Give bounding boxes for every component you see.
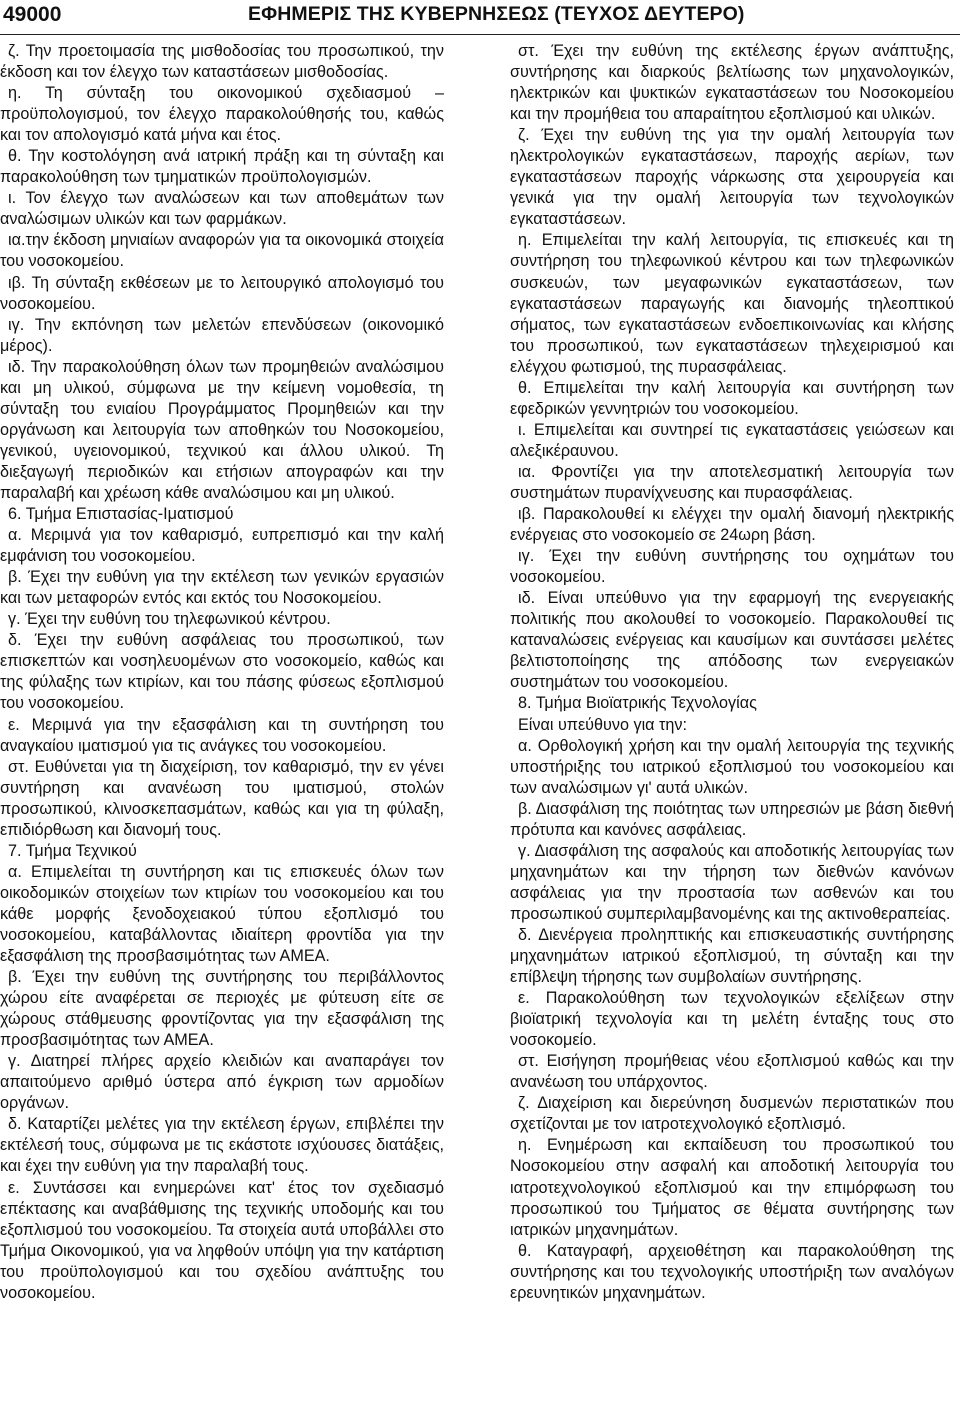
paragraph: ιγ. Την εκπόνηση των μελετών επενδύσεων (οικονομικό μέρος). — [0, 315, 444, 355]
page-number: 49000 — [3, 3, 62, 26]
paragraph: στ. Ευθύνεται για τη διαχείριση, τον καθαρισμό, την εν γένει συντήρηση και ανανέωση του ιματισμού, στολών προσωπικού, κλινοσκεπασμάτων, καθώς και για τη φύλαξη, επιδιόρθωση και διανομή τους. — [0, 757, 444, 839]
paragraph: ιβ. Παρακολουθεί κι ελέγχει την ομαλή διανομή ηλεκτρικής ενέργειας στο νοσοκομείο σε 24ωρη βάση. — [510, 505, 954, 545]
paragraph: η. Ενημέρωση και εκπαίδευση του προσωπικού του Νοσοκομείου στην ασφαλή και αποδοτική λειτουργία του ιατροτεχνολογικού εξοπλισμού και την επιμόρφωση του προσωπικού του Τμήματος σε θέματα συντήρησης των ιατρικών μηχανημάτων. — [510, 1136, 954, 1239]
paragraph: θ. Την κοστολόγηση ανά ιατρική πράξη και τη σύνταξη και παρακολούθηση των τμηματικών προϋπολογισμών. — [0, 147, 444, 187]
paragraph: ιβ. Τη σύνταξη εκθέσεων με το λειτουργικό απολογισμό του νοσοκομείου. — [0, 273, 444, 313]
paragraph: ε. Παρακολούθηση των τεχνολογικών εξελίξεων στην βιοϊατρική τεχνολογία και τη μελέτη ένταξης τους στο νοσοκομείο. — [510, 989, 954, 1050]
paragraph: ζ. Διαχείριση και διερεύνηση δυσμενών περιστατικών που σχετίζονται με τον ιατροτεχνολογικό εξοπλισμό. — [510, 1094, 954, 1134]
paragraph: ι. Επιμελείται και συντηρεί τις εγκαταστάσεις γειώσεων και αλεξικέραυνου. — [510, 420, 954, 460]
paragraph: Είναι υπεύθυνο για την: — [518, 715, 688, 734]
left-column — [0, 41, 444, 1304]
paragraph: ιδ. Είναι υπεύθυνο για την εφαρμογή της ενεργειακής πολιτικής που ακολουθεί το νοσοκομείο. Παρακολουθεί τις καταναλώσεις ενέργειας και καυσίμων και συντάσσει μελέτες βελτιστοποίησης της απόδοσης των ενεργειακών συστημάτων του νοσοκομείου. — [510, 589, 954, 692]
paragraph: γ. Έχει την ευθύνη του τηλεφωνικού κέντρου. — [8, 610, 331, 629]
paragraph: α. Επιμελείται τη συντήρηση και τις επισκευές όλων των οικοδομικών στοιχείων των κτιρίων του νοσοκομείου και του κάθε μορφής ξενοδοχειακού τύπου εξοπλισμό του νοσοκομείου, καταβάλλοντας ιδιαίτερη φροντίδα για την εξασφάλιση της προσβασιμότητας των ΑΜΕΑ. — [0, 862, 444, 966]
paragraph: α. Ορθολογική χρήση και την ομαλή λειτουργία της τεχνικής υποστήριξης του ιατρικού εξοπλισμού του νοσοκομείου και των αναλώσιμων γι' αυτά υλικών. — [510, 736, 954, 797]
paragraph: η. Επιμελείται την καλή λειτουργία, τις επισκευές και τη συντήρηση του τηλεφωνικού κέντρου και των τηλεφωνικών συσκευών, των μεγαφωνικών εγκαταστάσεων, των εγκαταστάσεων παραγωγής και διανομής τηλεοπτικού σήματος, των εγκαταστάσεων ενδοεπικοινωνίας και κλήσης του προσωπικού, των εγκαταστάσεων τηλεχειρισμού και ελέγχου φωτισμού, της πυρασφάλειας. — [510, 231, 954, 376]
paragraph: β. Διασφάλιση της ποιότητας των υπηρεσιών με βάση διεθνή πρότυπα και κανόνες ασφάλειας. — [510, 799, 954, 839]
paragraph: ιγ. Έχει την ευθύνη συντήρησης του οχημάτων του νοσοκομείου. — [510, 547, 954, 587]
paragraph: στ. Εισήγηση προμήθειας νέου εξοπλισμού καθώς και την ανανέωση του υπάρχοντος. — [510, 1052, 954, 1092]
paragraph: δ. Διενέργεια προληπτικής και επισκευαστικής συντήρησης μηχανημάτων ιατρικού εξοπλισμού, τη σύνταξη και την επίβλεψη τήρησης των συμβολαίων συντήρησης. — [510, 925, 954, 987]
paragraph: δ. Καταρτίζει μελέτες για την εκτέλεση έργων, επιβλέπει την εκτέλεσή τους, σύμφωνα με τις εκάστοτε ισχύουσες διατάξεις, και έχει την ευθύνη για την παραλαβή τους. — [0, 1115, 444, 1176]
paragraph: στ. Έχει την ευθύνη της εκτέλεσης έργων ανάπτυξης, συντήρησης και διαρκούς βελτίωσης των μηχανολογικών, ηλεκτρικών και ψυκτικών εγκαταστάσεων του Νοσοκομείου και την προμήθεια του απαραίτητου εξοπλισμού και υλικών. — [510, 42, 954, 124]
paragraph: 8. Τμήμα Βιοϊατρικής Τεχνολογίας — [518, 694, 757, 713]
paragraph: δ. Έχει την ευθύνη ασφάλειας του προσωπικού, των επισκεπτών και νοσηλευομένων στο νοσοκομείο, καθώς και της φύλαξης των κτιρίων, και του πάσης φύσεως εξοπλισμού του νοσοκομείου. — [0, 631, 444, 713]
paragraph: η. Τη σύνταξη του οικονομικού σχεδιασμού – προϋπολογισμού, τον έλεγχο παρακολούθησής του, καθώς και τον απολογισμό κατά μήνα και έτος. — [0, 84, 444, 145]
paragraph: ια.την έκδοση μηνιαίων αναφορών για τα οικονομικά στοιχεία του νοσοκομείου. — [0, 231, 444, 271]
paragraph: γ. Διασφάλιση της ασφαλούς και αποδοτικής λειτουργίας των μηχανημάτων και την τήρηση των διεθνών κανόνων ασφάλειας για την προστασία των ασθενών και του προσωπικού συμπεριλαμβανομένης και της ακτινοθεραπείας. — [510, 841, 954, 923]
paragraph: ζ. Έχει την ευθύνη της για την ομαλή λειτουργία των ηλεκτρολογικών εγκαταστάσεων, παροχής αερίων, των εγκαταστάσεων παροχής νάρκωσης στα χειρουργεία και γενικά για την ομαλή λειτουργία των τεχνολογικών εγκαταστάσεων. — [510, 126, 954, 229]
paragraph: ιδ. Την παρακολούθηση όλων των προμηθειών αναλώσιμου και μη υλικού, σύμφωνα με την κείμενη νομοθεσία, τη σύνταξη του ενιαίου Προγράμματος Προμηθειών και την οργάνωση και λειτουργία των αποθηκών του Νοσοκομείου, γενικού, υγειονομικού, τεχνικού και άλλου υλικού. Τη διεξαγωγή περιοδικών και ετήσιων απογραφών και την παραλαβή και χρέωση κάθε αναλώσιμου και μη υλικού. — [0, 357, 444, 502]
paragraph: θ. Επιμελείται την καλή λειτουργία και συντήρηση των εφεδρικών γεννητριών του νοσοκομείου. — [510, 378, 954, 418]
paragraph: α. Μεριμνά για τον καθαρισμό, ευπρεπισμό και την καλή εμφάνιση του νοσοκομείου. — [0, 526, 444, 566]
paragraph: β. Έχει την ευθύνη της συντήρησης του περιβάλλοντος χώρου είτε αναφέρεται σε περιοχές με φύτευση είτε σε χώρους στάθμευσης φροντίζοντας για την εξασφάλιση της προσβασιμότητας των ΑΜΕΑ. — [0, 968, 444, 1050]
paragraph: β. Έχει την ευθύνη για την εκτέλεση των γενικών εργασιών και των μεταφορών εντός και εκτός του Νοσοκομείου. — [0, 568, 444, 608]
paragraph: θ. Καταγραφή, αρχειοθέτηση και παρακολούθηση της συντήρησης και του τεχνολογικής υποστήριξη των αναλόγων ερευνητικών μηχανημάτων. — [510, 1241, 954, 1302]
paragraph: 6. Τμήμα Επιστασίας-Ιματισμού — [8, 505, 234, 524]
paragraph: ε. Συντάσσει και ενημερώνει κατ' έτος τον σχεδιασμό επέκτασης και αναβάθμισης της τεχνικής υποδομής και του εξοπλισμού του νοσοκομείου. Τα στοιχεία αυτά υποβάλλει στο Τμήμα Οικονομικού, για να ληφθούν υπόψη για την κατάρτιση του προϋπολογισμού και του σχεδίου ανάπτυξης του νοσοκομείου. — [0, 1178, 444, 1302]
page-header — [0, 0, 960, 35]
paragraph: ια. Φροντίζει για την αποτελεσματική λειτουργία των συστημάτων πυρανίχνευσης και πυρασφάλειας. — [510, 462, 954, 502]
paragraph: 7. Τμήμα Τεχνικού — [8, 841, 137, 860]
gazette-title: ΕΦΗΜΕΡΙΣ ΤΗΣ ΚΥΒΕΡΝΗΣΕΩΣ (ΤΕΥΧΟΣ ΔΕΥΤΕΡΟ) — [248, 3, 745, 25]
paragraph: ε. Μεριμνά για την εξασφάλιση και τη συντήρηση του αναγκαίου ιματισμού για τις ανάγκες του νοσοκομείου. — [0, 715, 444, 755]
paragraph: γ. Διατηρεί πλήρες αρχείο κλειδιών και αναπαράγει τον απαιτούμενο αριθμό ύστερα από έγκριση των αρμοδίων οργάνων. — [0, 1052, 444, 1113]
paragraph: ζ. Την προετοιμασία της μισθοδοσίας του προσωπικού, την έκδοση και τον έλεγχο των καταστάσεων μισθοδοσίας. — [0, 42, 444, 82]
paragraph: ι. Τον έλεγχο των αναλώσεων και των αποθεμάτων των αναλώσιμων υλικών και των φαρμάκων. — [0, 189, 444, 229]
right-column — [510, 41, 954, 1304]
